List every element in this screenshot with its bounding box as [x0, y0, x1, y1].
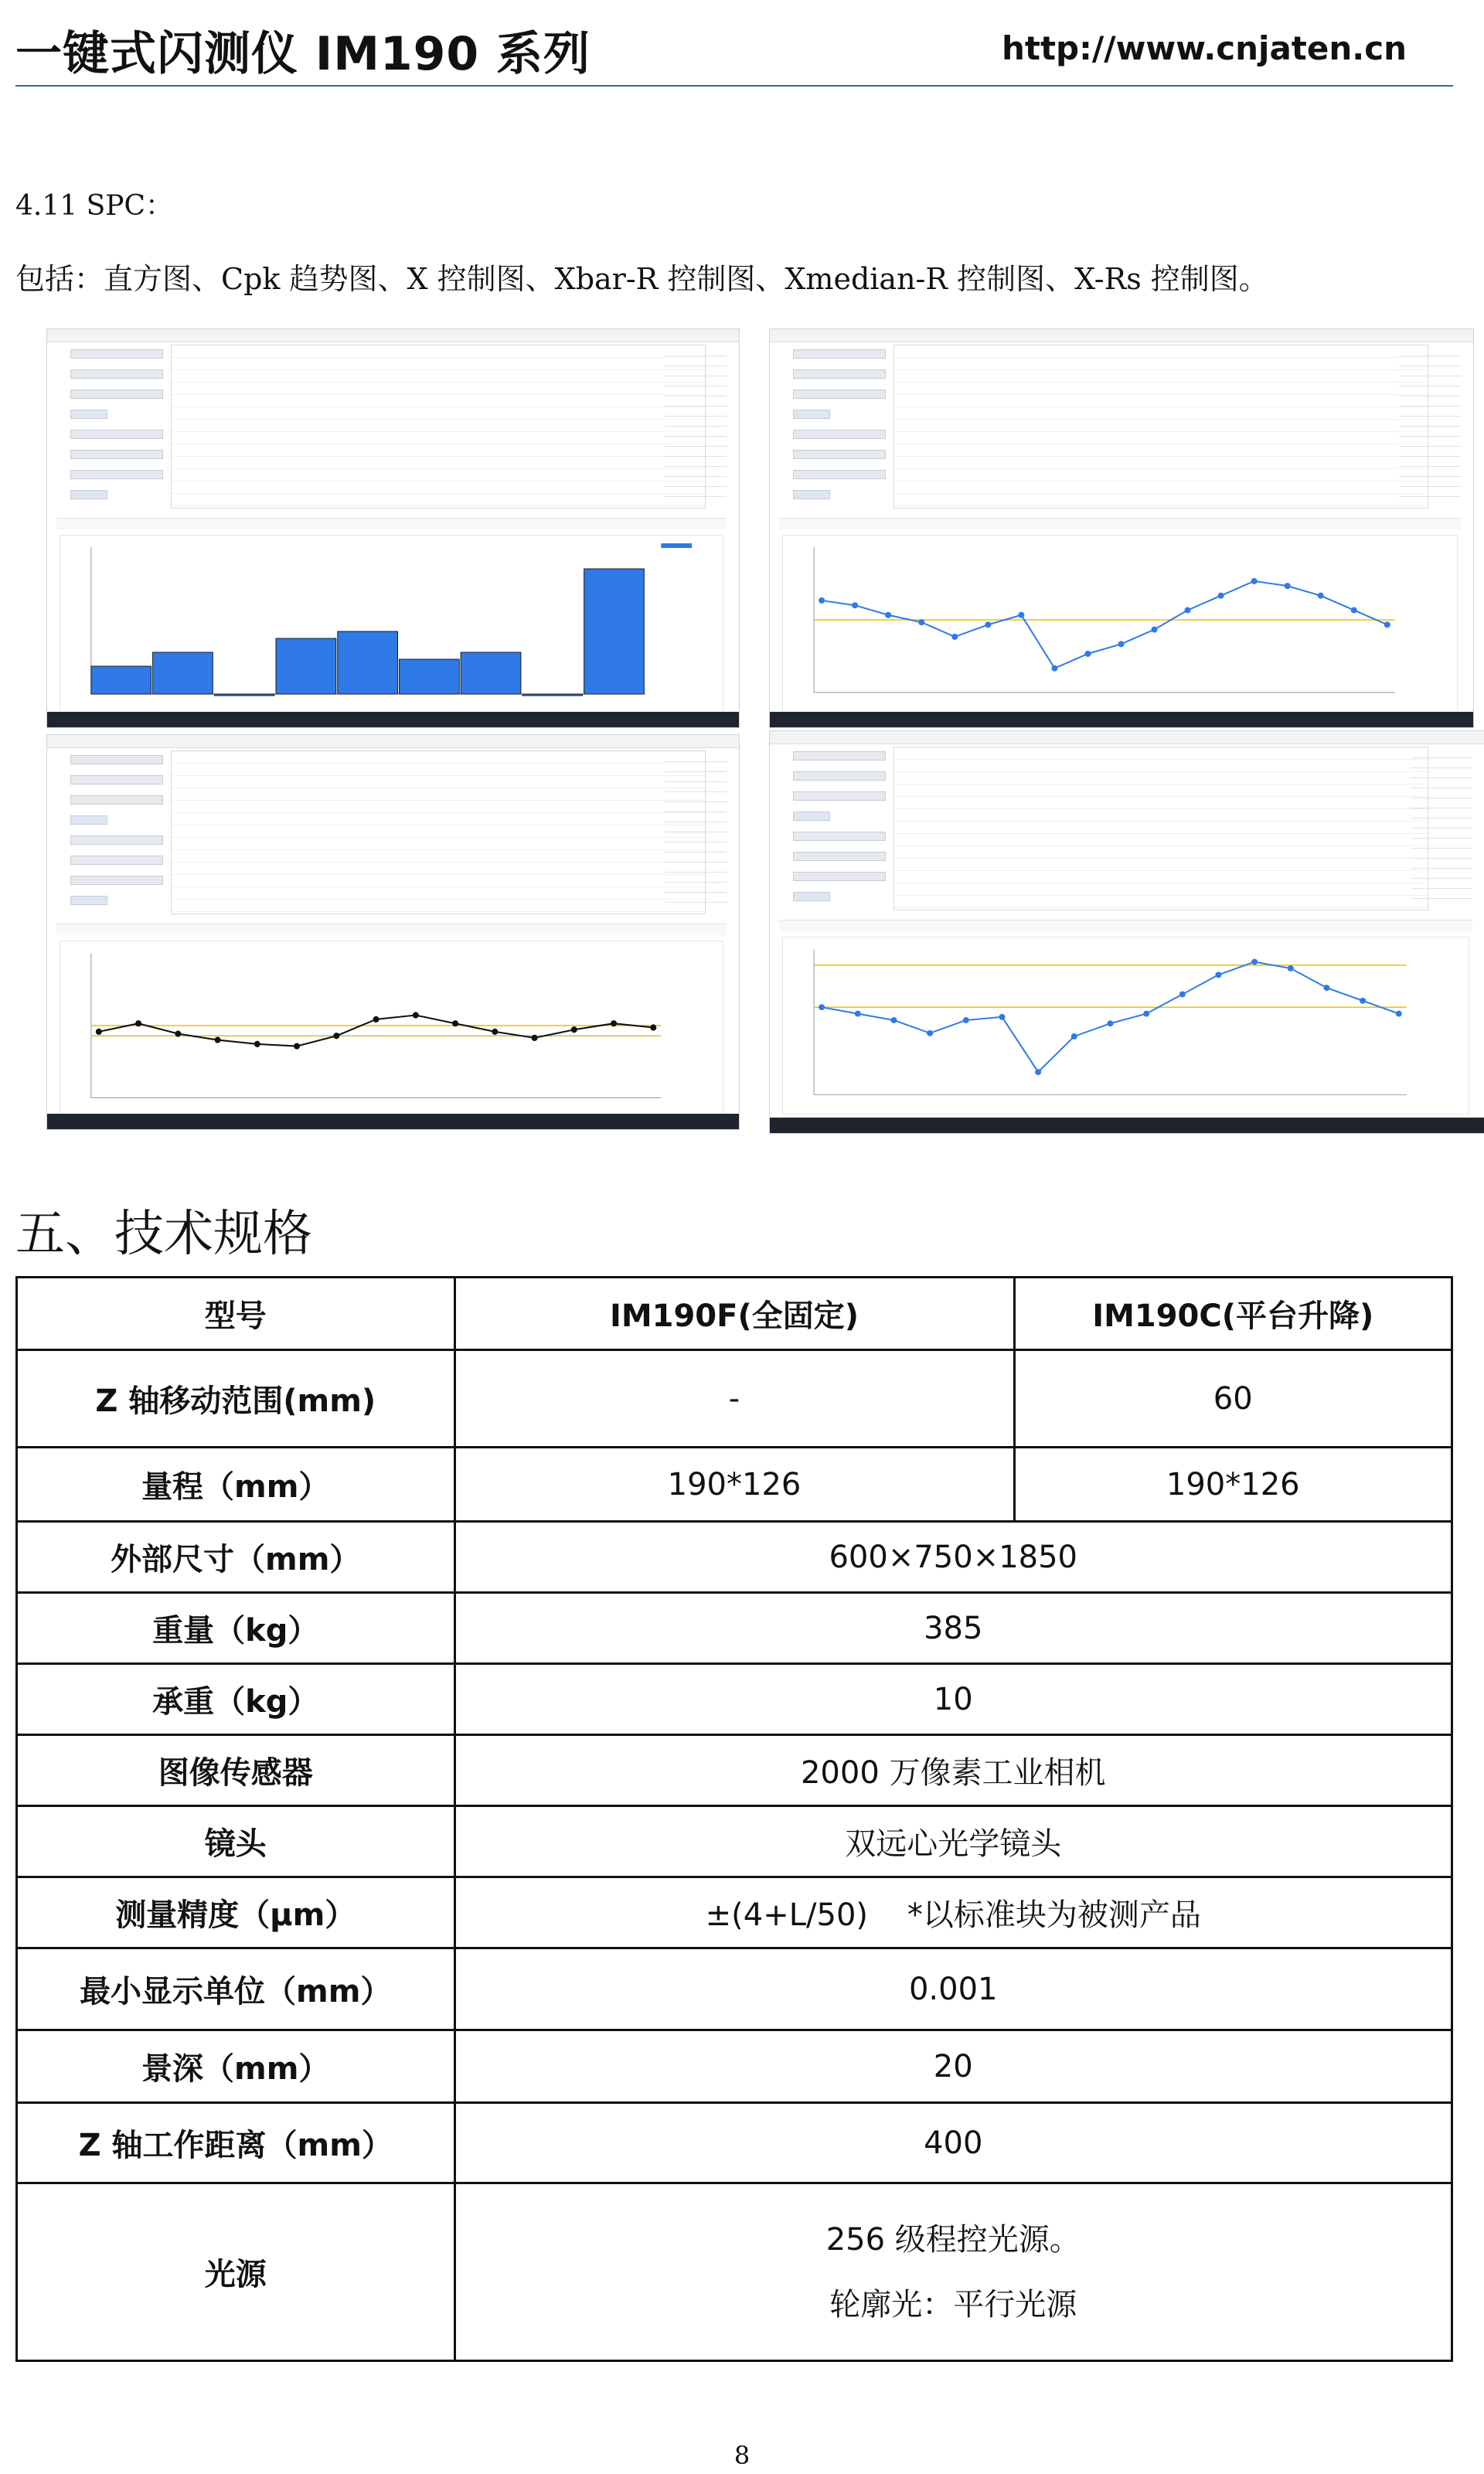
trend-point [1152, 627, 1158, 633]
table-cell: 600×750×1850 [454, 1522, 1452, 1593]
data-grid [171, 345, 706, 509]
trend-point [1118, 641, 1124, 647]
x-control-point [373, 1016, 380, 1023]
x-control-point [175, 1030, 181, 1036]
x-control-point [96, 1029, 102, 1035]
stats-panel [1411, 748, 1472, 903]
x-rs-point [890, 1017, 897, 1023]
trend-point [1051, 665, 1057, 672]
x-rs-point [1215, 972, 1221, 978]
row-label: 测量精度（μm） [17, 1877, 455, 1948]
table-cell: 385 [454, 1593, 1452, 1664]
stats-panel [665, 346, 727, 501]
stats-panel [1399, 346, 1461, 501]
table-cell: - [454, 1350, 1014, 1448]
data-grid [893, 747, 1428, 910]
table-cell: ±(4+L/50) *以标准块为被测产品 [454, 1877, 1452, 1948]
screenshot-histogram [46, 328, 740, 728]
x-rs-point [927, 1030, 933, 1036]
screenshot-x-rs [769, 730, 1484, 1134]
trend-point [1251, 578, 1258, 584]
x-control-point [413, 1012, 419, 1018]
table-cell: 190*126 [1014, 1448, 1452, 1522]
histogram-bar [91, 666, 151, 694]
x-rs-point [999, 1014, 1005, 1020]
table-row [17, 1948, 1452, 2030]
row-label: 最小显示单位（mm） [17, 1948, 455, 2030]
stats-panel [665, 752, 727, 907]
table-row [17, 2103, 1452, 2183]
trend-point [819, 597, 825, 604]
x-rs-line [822, 962, 1399, 1073]
table-row [17, 1877, 1452, 1948]
x-rs-point [855, 1011, 861, 1017]
taskbar [47, 1114, 739, 1129]
x-rs-point [1179, 992, 1186, 998]
table-row [17, 1664, 1452, 1735]
header-cell: 型号 [17, 1278, 455, 1350]
table-cell: 10 [454, 1664, 1452, 1735]
data-grid [171, 750, 706, 914]
row-label: Z 轴移动范围(mm) [17, 1350, 455, 1448]
table-cell: 0.001 [454, 1948, 1452, 2030]
control-panel [793, 751, 886, 912]
table-row [17, 2030, 1452, 2103]
table-row [17, 1593, 1452, 1664]
histogram-bar [153, 652, 213, 694]
table-cell [454, 2183, 1452, 2361]
histogram-bar [276, 638, 336, 694]
taskbar [770, 712, 1473, 727]
x-control-point [254, 1041, 260, 1047]
table-cell: 双远心光学镜头 [454, 1806, 1452, 1877]
spec-table [15, 1276, 1453, 2362]
chart-toolbar [779, 920, 1472, 931]
spc-description: 包括：直方图、Cpk 趋势图、X 控制图、Xbar-R 控制图、Xmedian-R 控制图、X-Rs 控制图。 [15, 262, 1268, 296]
row-label: 量程（mm） [17, 1448, 455, 1522]
x-rs-plot [782, 937, 1469, 1114]
trend-point [1084, 651, 1091, 657]
trend-point [918, 619, 924, 625]
row-label: 光源 [17, 2183, 455, 2361]
trend-line [822, 581, 1387, 669]
x-rs-point [1035, 1069, 1041, 1075]
taskbar [47, 712, 739, 727]
table-row [17, 1806, 1452, 1877]
x-rs-point [1396, 1011, 1402, 1017]
trend-point [1384, 621, 1390, 628]
chart-toolbar [56, 924, 727, 935]
trend-point [1018, 612, 1024, 618]
table-row [17, 1735, 1452, 1806]
window-titlebar [47, 329, 739, 342]
row-label: 景深（mm） [17, 2030, 455, 2103]
section-heading-spc: 4.11 SPC： [15, 190, 174, 222]
table-row [17, 1448, 1452, 1522]
table-cell: 2000 万像素工业相机 [454, 1735, 1452, 1806]
screenshot-x-control [46, 734, 740, 1130]
x-rs-point [1251, 959, 1258, 965]
window-titlebar [770, 329, 1473, 342]
trend-point [852, 602, 858, 608]
light-line-2: 轮廓光：平行光源 [829, 2286, 1077, 2323]
histogram-bar [338, 631, 398, 694]
x-control-point [650, 1024, 656, 1030]
light-line-1: 256 级程控光源。 [825, 2221, 1081, 2258]
trend-point [1351, 607, 1357, 613]
x-rs-point [1323, 985, 1329, 991]
x-control-point [571, 1026, 577, 1033]
section-heading-specs: 五、技术规格 [15, 1206, 312, 1263]
page-header [15, 14, 1453, 87]
website-url[interactable]: http://www.cnjaten.cn [1001, 29, 1407, 67]
control-panel [793, 349, 886, 510]
control-panel [70, 349, 163, 510]
x-control-point [492, 1029, 498, 1035]
window-titlebar [47, 735, 739, 748]
x-rs-point [963, 1017, 969, 1023]
table-cell: 400 [454, 2103, 1452, 2183]
trend-point [1218, 593, 1224, 599]
trend-plot [782, 535, 1458, 713]
taskbar [770, 1118, 1484, 1133]
histogram-bar [399, 659, 459, 694]
table-cell: 190*126 [454, 1448, 1014, 1522]
table-cell: 60 [1014, 1350, 1452, 1448]
x-control-point [294, 1043, 300, 1049]
x-control-point [135, 1020, 141, 1026]
trend-point [1318, 593, 1324, 599]
x-rs-point [819, 1004, 825, 1010]
histogram-plot [60, 535, 723, 713]
header-cell: IM190C(平台升降) [1014, 1278, 1452, 1350]
document-title: 一键式闪测仪 IM190 系列 [15, 27, 591, 81]
x-rs-point [1360, 998, 1366, 1004]
data-grid [893, 345, 1428, 509]
window-titlebar [770, 731, 1484, 744]
page-number: 8 [733, 2441, 751, 2470]
x-control-point [611, 1020, 617, 1026]
table-cell: 20 [454, 2030, 1452, 2103]
row-label: 镜头 [17, 1806, 455, 1877]
x-rs-point [1071, 1033, 1077, 1040]
x-control-point [532, 1035, 538, 1041]
trend-point [1185, 607, 1191, 613]
chart-toolbar [56, 518, 727, 529]
histogram-bar [584, 569, 645, 694]
x-rs-point [1288, 965, 1294, 972]
row-label: 图像传感器 [17, 1735, 455, 1806]
trend-point [885, 612, 891, 618]
x-control-point [333, 1033, 339, 1039]
trend-point [985, 621, 991, 628]
table-row [17, 2183, 1452, 2361]
histogram-bar [522, 694, 583, 696]
header-cell: IM190F(全固定) [454, 1278, 1014, 1350]
histogram-bar [214, 694, 274, 696]
row-label: Z 轴工作距离（mm） [17, 2103, 455, 2183]
row-label: 外部尺寸（mm） [17, 1522, 455, 1593]
table-row [17, 1522, 1452, 1593]
chart-toolbar [779, 518, 1461, 529]
table-row [17, 1278, 1452, 1350]
row-label: 承重（kg） [17, 1664, 455, 1735]
legend-swatch [661, 543, 692, 548]
row-label: 重量（kg） [17, 1593, 455, 1664]
table-row [17, 1350, 1452, 1448]
x-control-point [452, 1020, 458, 1026]
x-control-point [215, 1036, 221, 1043]
trend-point [1285, 583, 1291, 589]
screenshot-trend [769, 328, 1474, 728]
histogram-bar [461, 652, 521, 694]
x-rs-point [1143, 1011, 1149, 1017]
x-rs-point [1107, 1020, 1113, 1026]
x-control-plot [60, 941, 723, 1118]
trend-point [951, 634, 958, 640]
control-panel [70, 755, 163, 916]
